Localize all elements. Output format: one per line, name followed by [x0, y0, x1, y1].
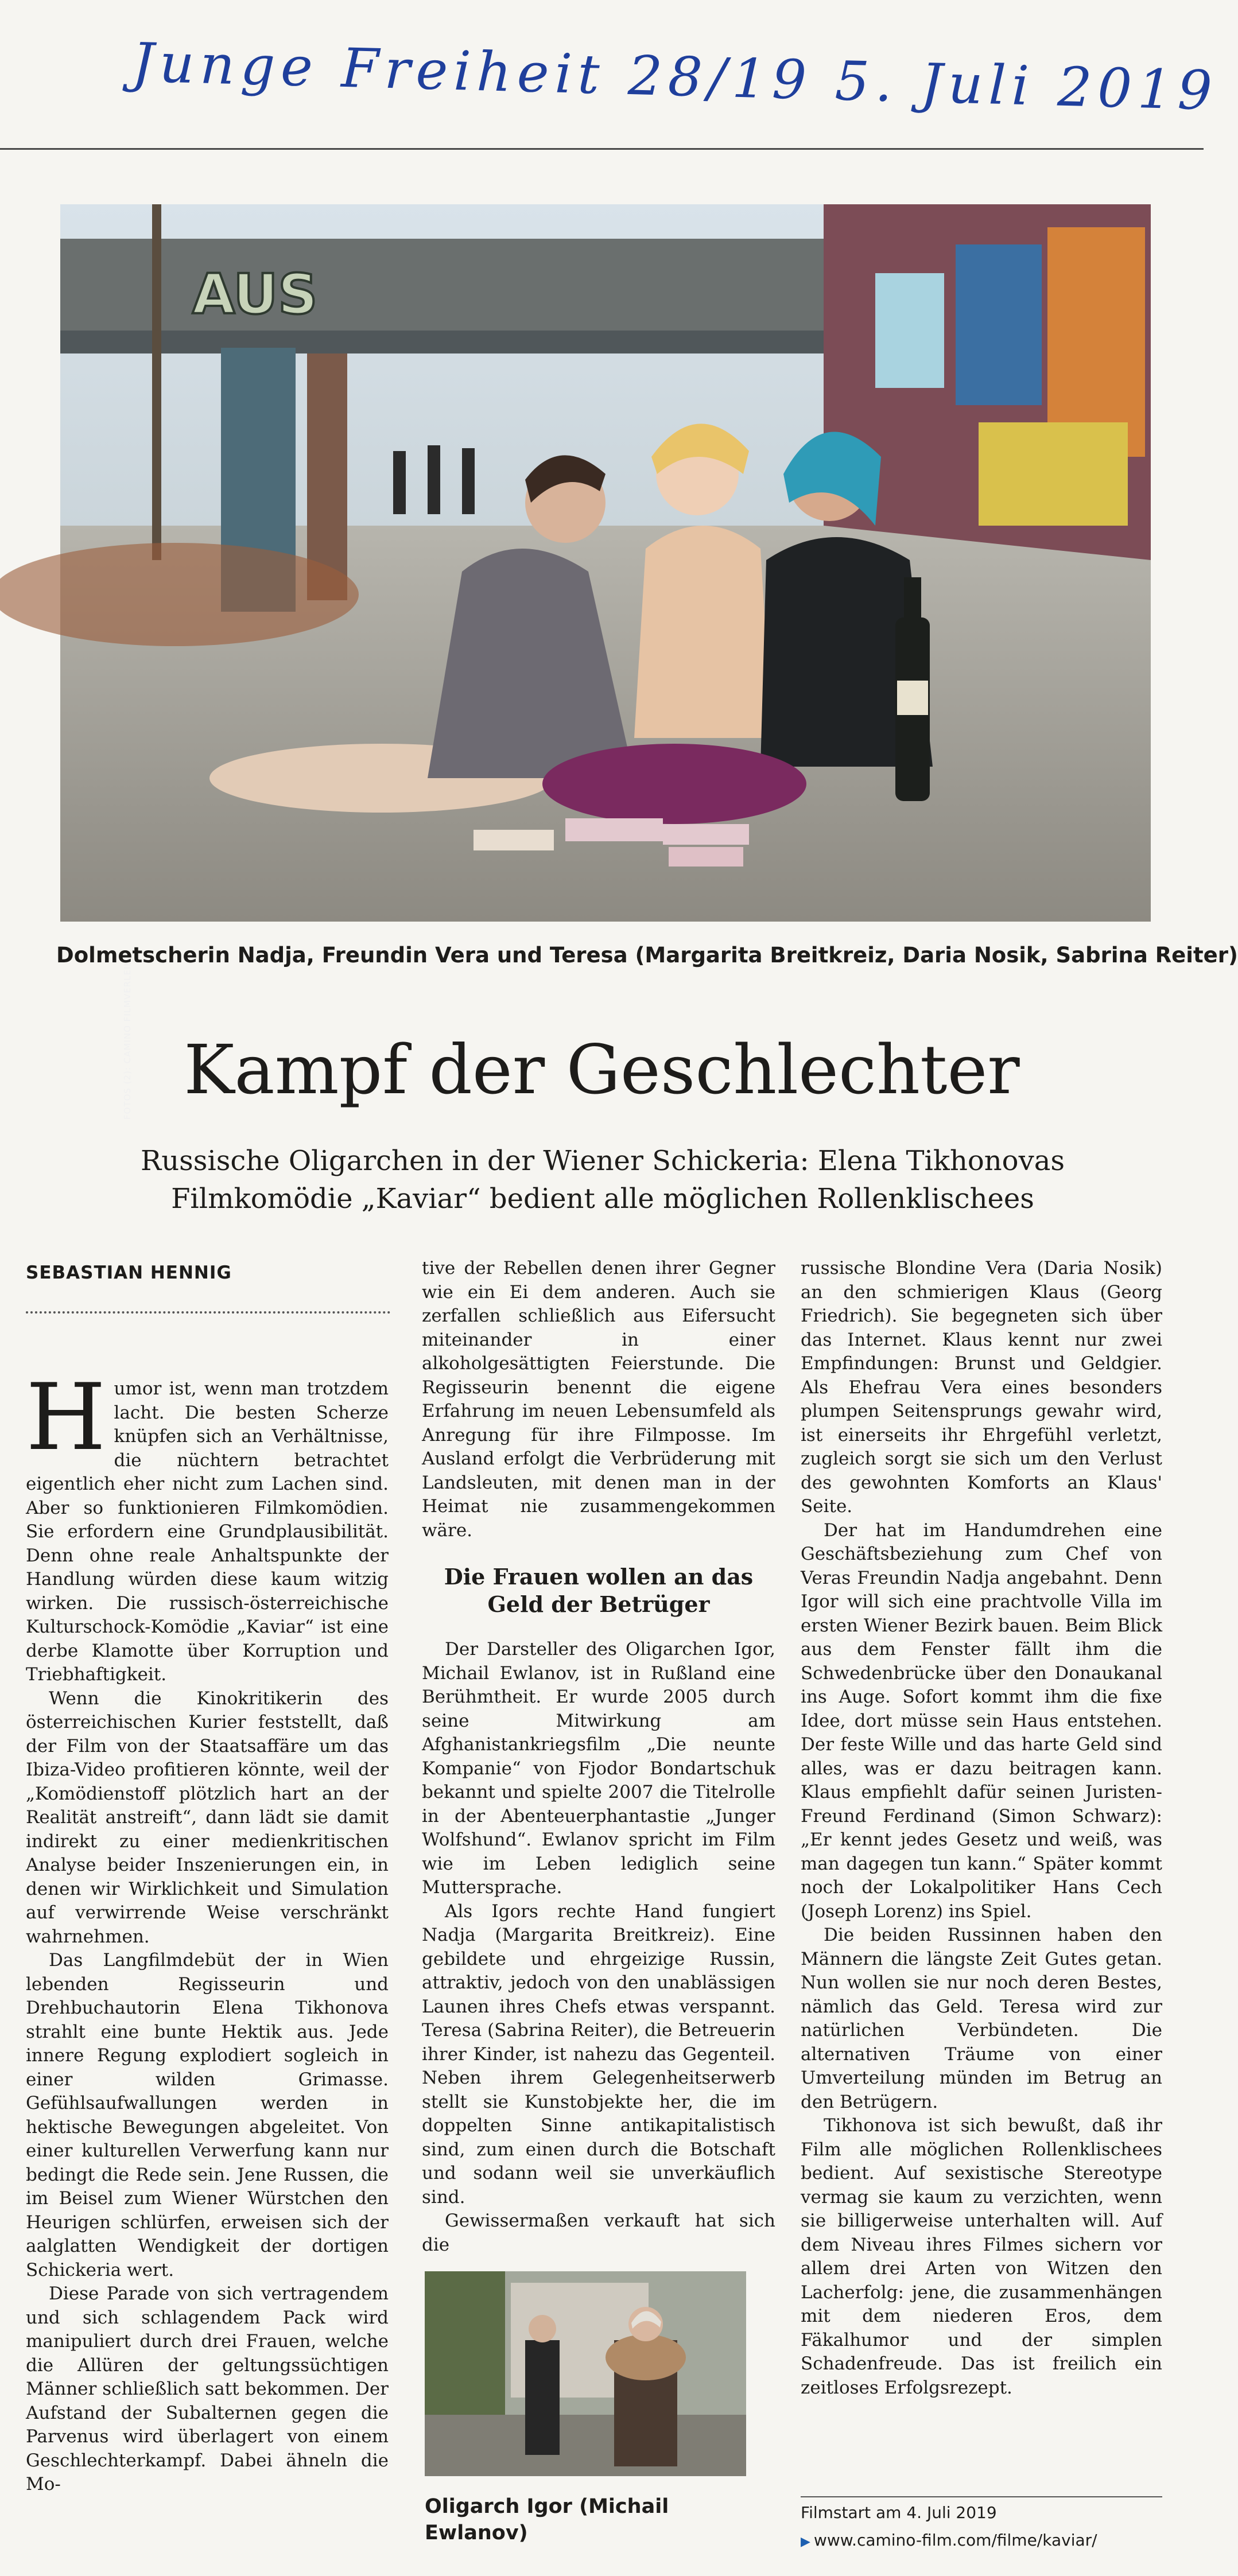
paragraph: Der Darsteller des Oligarchen Igor, Michail Ewlanov, ist in Rußland eine Berühmtheit. Er wurde 2005 durch seine Mitwirkung am Afghanistankriegsfilm „Die neunte Kompanie“ von Fjodor Bondartschuk bekannt und spielte 2007 die Titelrolle in der Abenteuerphantastie „Junger Wolfshund“. Ewlanov spricht im Film wie im Leben lediglich seine Muttersprache. — [422, 1639, 775, 1898]
small-photo-caption: Oligarch Igor (Michail Ewlanov) — [425, 2495, 669, 2544]
handwritten-note: Junge Freiheit 28/19 5. Juli 2019 — [131, 32, 1219, 123]
info-box-rule — [801, 2496, 1162, 2497]
paragraph: Wenn die Kinokritikerin des österreichischen Kurier feststellt, daß der Film von der Staatsaffäre um das Ibiza-Video profitieren könnte, weil der „Komödienstoff plötzlich hart an der Realität anstreift“, dann lädt sie damit indirekt zu einer medienkritischen Analyse beider Inszenierungen ein, in denen wir Wirklichkeit und Simulation auf verwirrende Weise verschränkt wahrnehmen. — [26, 1688, 389, 1947]
paragraph: Diese Parade von sich vertragendem und sich schlagendem Pack wird manipuliert durch drei Frauen, welche die Allüren der geltungssüchtigen Männer schließlich satt bekommen. Der Aufstand der Subalternen gegen die Parvenus wird überlagert von einem Geschlechterkampf. Dabei ähneln die Mo- — [26, 2283, 389, 2495]
article-column-3 — [801, 1257, 1162, 2400]
film-website-url: www.camino-film.com/filme/kaviar/ — [813, 2531, 1097, 2550]
dropcap: H — [26, 1363, 106, 1471]
paragraph: Der hat im Handumdrehen eine Geschäftsbeziehung zum Chef von Veras Freundin Nadja angebahnt. Denn Igor will sich eine prachtvolle Villa im ersten Wiener Bezirk bauen. Beim Blick aus dem Fenster fällt ihm die Schwedenbrücke über den Donaukanal ins Auge. Sofort kommt ihm die fixe Idee, dort müsse sein Haus entstehen. Der feste Wille und das harte Geld sind alles, was er dazu beitragen kann. Klaus empfiehlt dafür seinen Juristen-Freund Ferdinand (Simon Schwarz): „Er kennt jedes Gesetz und weiß, was man dagegen tun kann.“ Später kommt noch der Lokalpolitiker Hans Cech (Joseph Lorenz) ins Spiel. — [801, 1520, 1162, 1922]
photo-credit: FOTOS (2): CAMINO FILMVERLEIH — [122, 959, 133, 1120]
paragraph: Gewissermaßen verkauft hat sich die — [422, 2210, 775, 2255]
clipping-edge-line — [0, 148, 1204, 150]
article-column-1 — [26, 1363, 389, 2497]
paragraph: russische Blondine Vera (Daria Nosik) an den schmierigen Klaus (Georg Friedrich). Sie begegneten sich über das Internet. Klaus kennt nur zwei Empfindungen: Brunst und Geldgier. Als Ehefrau Vera eines besonders plumpen Seitensprungs gewahr wird, ist einerseits ihr Ehrgefühl verletzt, zugleich sorgt sie sich um den Verlust des gewohnten Komforts an Klaus' Seite. — [801, 1258, 1162, 1517]
byline-dotted-rule — [26, 1311, 390, 1314]
paragraph: Tikhonova ist sich bewußt, daß ihr Film alle möglichen Rollenklischees bedient. Auf sexistische Stereotype vermag sie kaum zu verzichten, wenn sie billigerweise unterhalten will. Auf dem Niveau ihres Filmes sichern vor allem drei Arten von Witzen den Lacherfolg: jene, die zusammenhängen mit dem niederen Eros, dem Fäkalhumor und der simplen Schadenfreude. Das ist freilich ein zeitloses Erfolgsrezept. — [801, 2115, 1162, 2398]
headline: Kampf der Geschlechter — [184, 1030, 1020, 1109]
triangle-arrow-icon: ▶ — [801, 2535, 810, 2549]
paragraph: Als Igors rechte Hand fungiert Nadja (Margarita Breitkreiz). Eine gebildete und ehrgeizige Russin, attraktiv, jedoch von den unablässigen Launen ihres Chefs etwas verspannt. Teresa (Sabrina Reiter), die Betreuerin ihrer Kinder, ist nahezu das Gegenteil. Neben ihrem Gelegenheitserwerb stellt sie Kunstobjekte her, die im doppelten Sinne antikapitalistisch sind, zum einen durch die Botschaft und sodann weil sie unverkäuflich sind. — [422, 1901, 775, 2208]
subheadline: Russische Oligarchen in der Wiener Schickeria: Elena Tikhonovas Filmkomödie „Kaviar“ bedient alle möglichen Rollenklischees — [141, 1145, 1065, 1215]
paragraph: Die beiden Russinnen haben den Männern die längste Zeit Gutes getan. Nun wollen sie nur noch deren Bestes, nämlich das Geld. Teresa wird zur natürlichen Verbündeten. Die alternativen Träume von einer Umverteilung münden im Betrug an den Betrügern. — [801, 1925, 1162, 2112]
article-column-2 — [422, 1257, 775, 2257]
small-photo — [425, 2271, 746, 2476]
film-website-link[interactable] — [801, 2531, 1097, 2550]
paragraph: tive der Rebellen denen ihrer Gegner wie ein Ei dem anderen. Auch sie zerfallen schließlich aus Eifersucht miteinander in einer alkoholgesättigten Feierstunde. Die Regisseurin benennt die eigene Erfahrung im neuen Lebensumfeld als Anregung für ihre Filmposse. Im Ausland erfolgt die Verbrüderung mit Landsleuten, mit denen man in der Heimat nie zusammengekommen wäre. — [422, 1258, 775, 1541]
intertitle: Die Frauen wollen an das Geld der Betrüger — [444, 1564, 754, 1617]
paragraph: umor ist, wenn man trotzdem lacht. Die besten Scherze knüpfen sich an Verhältnisse, die nüchtern betrachtet eigentlich eher nicht zum Lachen sind. Aber so funktionieren Filmkomödien. Sie erfordern eine Grundplausibilität. Denn ohne reale Anhaltspunkte der Handlung würden diese kaum witzig wirken. Die russisch-österreichische Kulturschock-Komödie „Kaviar“ ist eine derbe Klamotte über Korruption und Triebhaftigkeit. — [26, 1378, 389, 1685]
graffiti-text: AUS — [192, 262, 318, 327]
release-date: Filmstart am 4. Juli 2019 — [801, 2503, 997, 2522]
paragraph: Das Langfilmdebüt der in Wien lebenden Regisseurin und Drehbuchautorin Elena Tikhonova strahlt eine bunte Hektik aus. Jede innere Regung explodiert sogleich in einer wilden Grimasse. Gefühlsaufwallungen werden in hektische Bewegungen abgeleitet. Von einer kulturellen Verwerfung kann nur bedingt die Rede sein. Jene Russen, die im Beisel zum Wiener Würstchen den Heurigen schlürfen, erweisen sich der aalglatten Wendigkeit der dortigen Schickeria wert. — [26, 1950, 389, 2280]
main-photo-caption: Dolmetscherin Nadja, Freundin Vera und Teresa (Margarita Breitkreiz, Daria Nosik, Sabrina Reiter) — [56, 943, 1238, 968]
small-photo-illustration — [425, 2271, 746, 2476]
main-photo-illustration — [60, 204, 1151, 922]
byline: SEBASTIAN HENNIG — [26, 1262, 232, 1283]
